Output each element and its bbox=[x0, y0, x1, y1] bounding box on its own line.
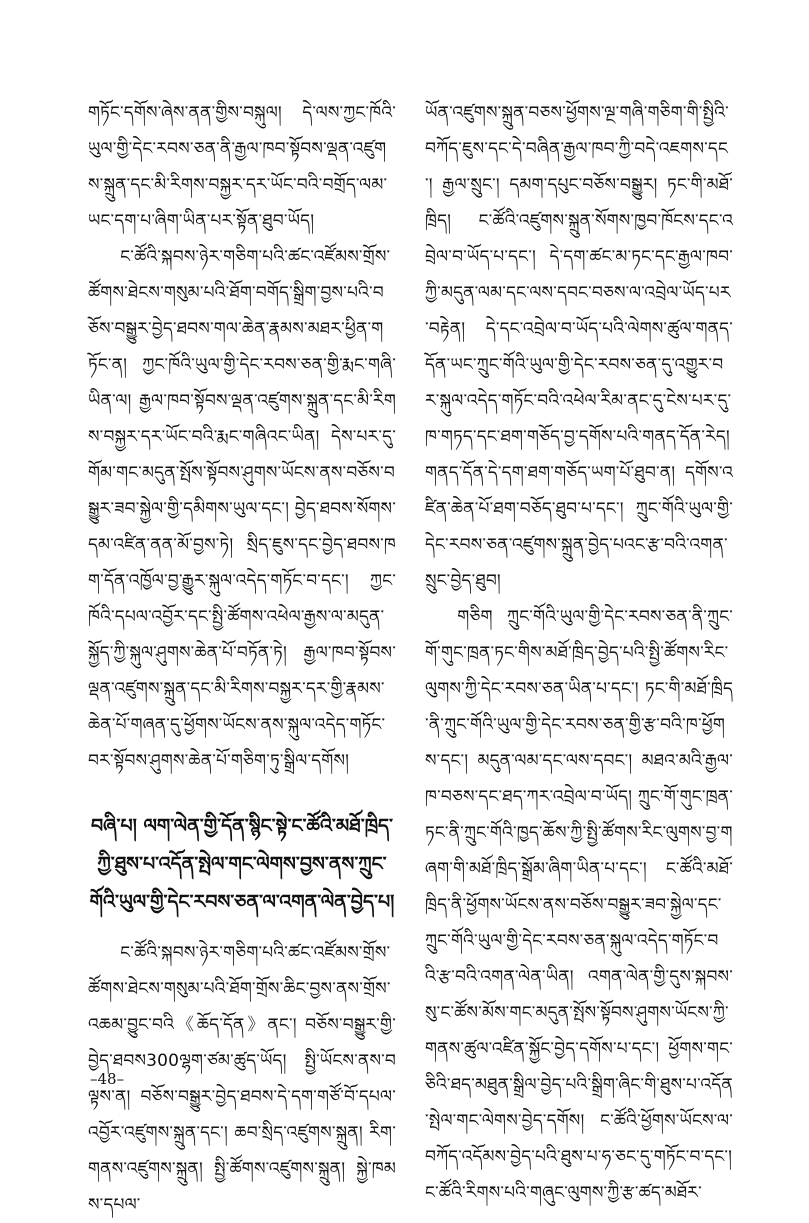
right-paragraph-1: ཡོན་འཛུགས་སྐྲུན་བཅས་ཕྱོགས་ལྔ་གཞི་གཅིག་གི་སྤྱིའི་བཀོད་ཇུས་དང་དེ་བཞིན་རྒྱལ་ཁབ་ཀྱི་བདེ་འཇགས་དང་། རྒྱལ་སྲུང་། དམག་དཔུང་བཅོས་བསྒྱུར། ཏང་གི་མཐོ་ཁྲིད། ང་ཚོའི་འཛུགས་སྐྲུན་སོགས་ཁྱབ་ཁོངས་དང་འབྲེལ་བ་ཡོད་པ་དང་། དེ་དག་ཚང་མ་ཏང་དང་རྒྱལ་ཁབ་ཀྱི་མདུན་ལམ་དང་ལས་དབང་བཅས་ལ་འབྲེལ་ཡོད་པར་བརྟེན། དེ་དང་འབྲེལ་བ་ཡོད་པའི་ལེགས་ཚུལ་གནད་དོན་ཡང་ཀྲུང་གོའི་ཡུལ་གྱི་དེང་རབས་ཅན་དུ་འགྱུར་བར་སྐུལ་འདེད་གཏོང་བའི་འཕེལ་རིམ་ནང་དུ་ངེས་པར་དུ་ཁ་གཏད་དང་ཐག་གཅོད་བྱ་དགོས་པའི་གནད་དོན་རེད། གནད་དོན་དེ་དག་ཐག་གཅོད་ཡག་པོ་ཐུབ་ན། དགོས་འཛིན་ཆེན་པོ་ཐག་བཅོད་ཐུབ་པ་དང་། ཀྲུང་གོའི་ཡུལ་གྱི་དེང་རབས་ཅན་འཛུགས་སྐྲུན་བྱེད་པའང་རྩ་བའི་འགན་སྲུང་བྱེད་ཐུབ། bbox=[425, 103, 733, 591]
right-column bbox=[425, 95, 733, 1211]
page-number: –48– bbox=[90, 1070, 125, 1088]
left-column bbox=[88, 95, 396, 1223]
left-paragraph-2: ང་ཚོའི་སྐབས་ཉེར་གཅིག་པའི་ཚང་འཛོམས་གྲོས་ཚོགས་ཐེངས་གསུམ་པའི་ཐོག་བགོད་སྒྲིག་བྱས་པའི་བཅོས་བསྒྱུར་བྱེད་ཐབས་གལ་ཆེན་རྣམས་མཐར་ཕྱིན་གཏོང་ན། ཀྱང་ཁོའི་ཡུལ་གྱི་དེང་རབས་ཅན་གྱི་རྨང་གཞི་ཡིན་ལ། རྒྱལ་ཁབ་སྟོབས་ལྡན་འཛུགས་སྐྲུན་དང་མི་རིགས་བསྐྱར་དར་ཡོང་བའི་རྨང་གཞིའང་ཡིན། དེས་པར་དུ་གོམ་གང་མདུན་སྤོས་སྟོབས་ཤུགས་ཡོངས་ནས་བཅོས་བསྒྱུར་ཟབ་སྐྱེལ་གྱི་དམིགས་ཡུལ་དང་། བྱེད་ཐབས་སོགས་དམ་འཛིན་ནན་མོ་བྱས་ཏེ། སྲིད་ཇུས་དང་བྱེད་ཐབས་ཁག་དོན་འཁྱོལ་བྱ་རྒྱུར་སྐུལ་འདེད་གཏོང་བ་དང་། ཀྱང་ཁོའི་དཔལ་འབྱོར་དང་སྤྱི་ཚོགས་འཕེལ་རྒྱས་ལ་མདུན་སྐྱོད་ཀྱི་སྐུལ་ཤུགས་ཆེན་པོ་བཏོན་ཏེ། རྒྱལ་ཁབ་སྟོབས་ལྡན་འཛུགས་སྐྲུན་དང་མི་རིགས་བསྐྱར་དར་གྱི་རྣམས་ཆེན་པོ་གཞན་དུ་ཕྱོགས་ཡོངས་ནས་སྐུལ་འདེད་གཏོང་བར་སྟོབས་ཤུགས་ཆེན་པོ་གཅིག་ཏུ་སྒྲིལ་དགོས། bbox=[88, 247, 396, 771]
left-paragraph-1: གཏོང་དགོས་ཞེས་ནན་གྱིས་བསྐུལ། དེ་ལས་ཀྱང་ཁོའི་ཡུལ་གྱི་དེང་རབས་ཅན་ནི་རྒྱལ་ཁབ་སྟོབས་ལྡན་འཛུགས་སྐྲུན་དང་མི་རིགས་བསྐྱར་དར་ཡོང་བའི་བགྲོད་ལམ་ཡང་དག་པ་ཞིག་ཡིན་པར་སྟོན་ཐུབ་ཡོད། bbox=[88, 103, 396, 231]
left-paragraph-3: ང་ཚོའི་སྐབས་ཉེར་གཅིག་པའི་ཚང་འཛོམས་གྲོས་ཚོགས་ཐེངས་གསུམ་པའི་ཐོག་གྲོས་ཆིང་བྱས་ནས་གྲོས་འཆམ་བྱུང་བའི《ཆོད་དོན》ནང་། བཅོས་བསྒྱུར་གྱི་བྱེད་ཐབས300ལྷག་ཙམ་ཚུད་ཡོད། སྤྱི་ཡོངས་ནས་བལྟས་ན། བཅོས་བསྒྱུར་བྱེད་ཐབས་དེ་དག་གཙོ་བོ་དཔལ་འབྱོར་འཛུགས་སྐྲུན་དང་། ཆབ་སྲིད་འཛུགས་སྐྲུན། རིག་གནས་འཛུགས་སྐྲུན། སྤྱི་ཚོགས་འཛུགས་སྐྲུན། སྐྱེ་ཁམས་དཔལ་ bbox=[88, 943, 396, 1215]
section-heading: བཞི་པ། ལག་ལེན་གྱི་དོན་སྙིང་སྟེ་ང་ཚོའི་མཐོ་ཁྲིད་ཀྱི་ཐུས་པ་འདོན་སྤེལ་གང་ལེགས་བྱས་ནས་ཀྲུང་གོའི་ཡུལ་གྱི་དེང་རབས་ཅན་ལ་འགན་ལེན་བྱེད་པ། bbox=[89, 815, 395, 913]
right-paragraph-2: གཅིག ཀྲུང་གོའི་ཡུལ་གྱི་དེང་རབས་ཅན་ནི་ཀྲུང་གོ་གུང་ཁྲན་ཏང་གིས་མཐོ་ཁྲིད་བྱེད་པའི་སྤྱི་ཚོགས་རིང་ལུགས་ཀྱི་དེང་རབས་ཅན་ཡིན་པ་དང་། ཏང་གི་མཐོ་ཁྲིད་ནི་ཀྲུང་གོའི་ཡུལ་གྱི་དེང་རབས་ཅན་གྱི་རྩ་བའི་ཁ་ཕྱོགས་དང་། མདུན་ལམ་དང་ལས་དབང་། མཐའ་མའི་རྒྱལ་ཁ་བཅས་དང་ཐད་ཀར་འབྲེལ་བ་ཡོད། ཀྲུང་གོ་གུང་ཁྲན་ཏང་ནི་ཀྲུང་གོའི་ཁྱད་ཆོས་ཀྱི་སྤྱི་ཚོགས་རིང་ལུགས་བྱ་གཞག་གི་མཐོ་ཁྲིད་སྒྲོམ་ཞིག་ཡིན་པ་དང་། ང་ཚོའི་མཐོ་ཁྲིད་ནི་ཕྱོགས་ཡོངས་ནས་བཅོས་བསྒྱུར་ཟབ་སྐྱེལ་དང་ཀྲུང་གོའི་ཡུལ་གྱི་དེང་རབས་ཅན་སྐུལ་འདེད་གཏོང་བའི་རྩ་བའི་འགན་ལེན་ཡིན། འགན་ལེན་གྱི་དུས་སྐབས་སུ་ང་ཚོས་མོས་གང་མདུན་སྤོས་སྟོབས་ཤུགས་ཡོངས་ཀྱི་གནས་ཚུལ་འཛིན་སྐྱོང་བྱེད་དགོས་པ་དང་། ཕྱོགས་གང་ཅིའི་ཐད་མཐུན་སྒྲིལ་བྱེད་པའི་སྒྲིག་ཞིང་གི་ཐུས་པ་འདོན་སྤེལ་གང་ལེགས་བྱེད་དགོས། ང་ཚོའི་ཕྱོགས་ཡོངས་ལ་བཀོད་འདོམས་བྱེད་པའི་ཐུས་པ་ཧ་ཅང་དུ་གཏོང་བ་དང་། ང་ཚོའི་རིགས་པའི་གཞུང་ལུགས་ཀྱི་རྩ་ཚད་མཐོར་ bbox=[425, 607, 733, 1203]
